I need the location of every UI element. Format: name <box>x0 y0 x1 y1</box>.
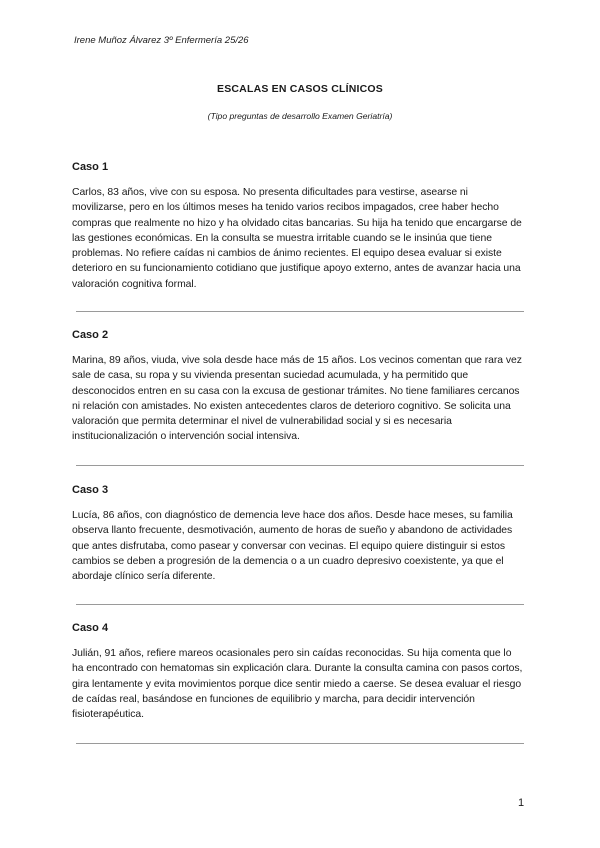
case-3-text: Lucía, 86 años, con diagnóstico de demencia leve hace dos años. Desde hace meses, su familia observa llanto frecuente, desmotivación, aumento de horas de sueño y abandono de actividades que antes disfrutaba, como pasear y conversar con vecinas. El equipo quiere distinguir si estos cambios se deben a progresión de la demencia o a un cuadro depresivo coexistente, ya que el abordaje clínico sería diferente. <box>72 510 513 583</box>
case-1-title: Caso 1 <box>72 161 109 173</box>
case-divider <box>76 743 524 744</box>
page-header-author: Irene Muñoz Álvarez 3º Enfermería 25/26 <box>74 35 249 46</box>
case-1-text: Carlos, 83 años, vive con su esposa. No presenta dificultades para vestirse, asearse ni movilizarse, pero en los últimos meses ha tenido varios recibos impagados, cree haber hecho compras que realmente no hizo y ha olvidado citas bancarias. Su hija ha tenido que encargarse de las gestiones económicas. En la consulta se muestra irritable cuando se le insinúa que tiene problemas. No refiere caídas ni cambios de ánimo recientes. El equipo desea evaluar si existe deterioro en su funcionamiento cotidiano que justifique apoyo externo, antes de avanzar hacia una valoración cognitiva formal. <box>72 187 522 290</box>
case-4-title: Caso 4 <box>72 622 109 634</box>
page-number: 1 <box>518 797 525 809</box>
case-4-section <box>72 622 524 722</box>
case-divider <box>76 311 524 312</box>
case-2-title: Caso 2 <box>72 329 109 341</box>
case-divider <box>76 465 524 466</box>
case-3-title: Caso 3 <box>72 484 109 496</box>
case-4-text: Julián, 91 años, refiere mareos ocasionales pero sin caídas reconocidas. Su hija comenta que lo ha encontrado con hematomas sin explicación clara. Durante la consulta camina con pasos cortos, gira lentamente y evita movimientos porque dice sentir miedo a caerse. Se desea evaluar el riesgo de caídas real, basándose en funciones de equilibrio y marcha, para decidir intervención fisioterapéutica. <box>72 648 523 721</box>
case-divider <box>76 604 524 605</box>
case-1-section <box>72 161 524 292</box>
case-3-section <box>72 484 524 584</box>
case-2-text: Marina, 89 años, viuda, vive sola desde hace más de 15 años. Los vecinos comentan que rara vez sale de casa, su ropa y su vivienda presentan suciedad acumulada, y ha permitido que desconocidos entren en su casa con la excusa de gestionar trámites. No tiene familiares cercanos ni relación con amistades. No existen antecedentes claros de deterioro cognitivo. Se solicita una valoración que permita determinar el nivel de vulnerabilidad social y si es necesaria institucionalización o intervención social intensiva. <box>72 355 522 443</box>
document-title: ESCALAS EN CASOS CLÍNICOS <box>216 83 384 95</box>
document-subtitle: (Tipo preguntas de desarrollo Examen Geriatría) <box>207 111 393 121</box>
case-2-section <box>72 329 524 445</box>
